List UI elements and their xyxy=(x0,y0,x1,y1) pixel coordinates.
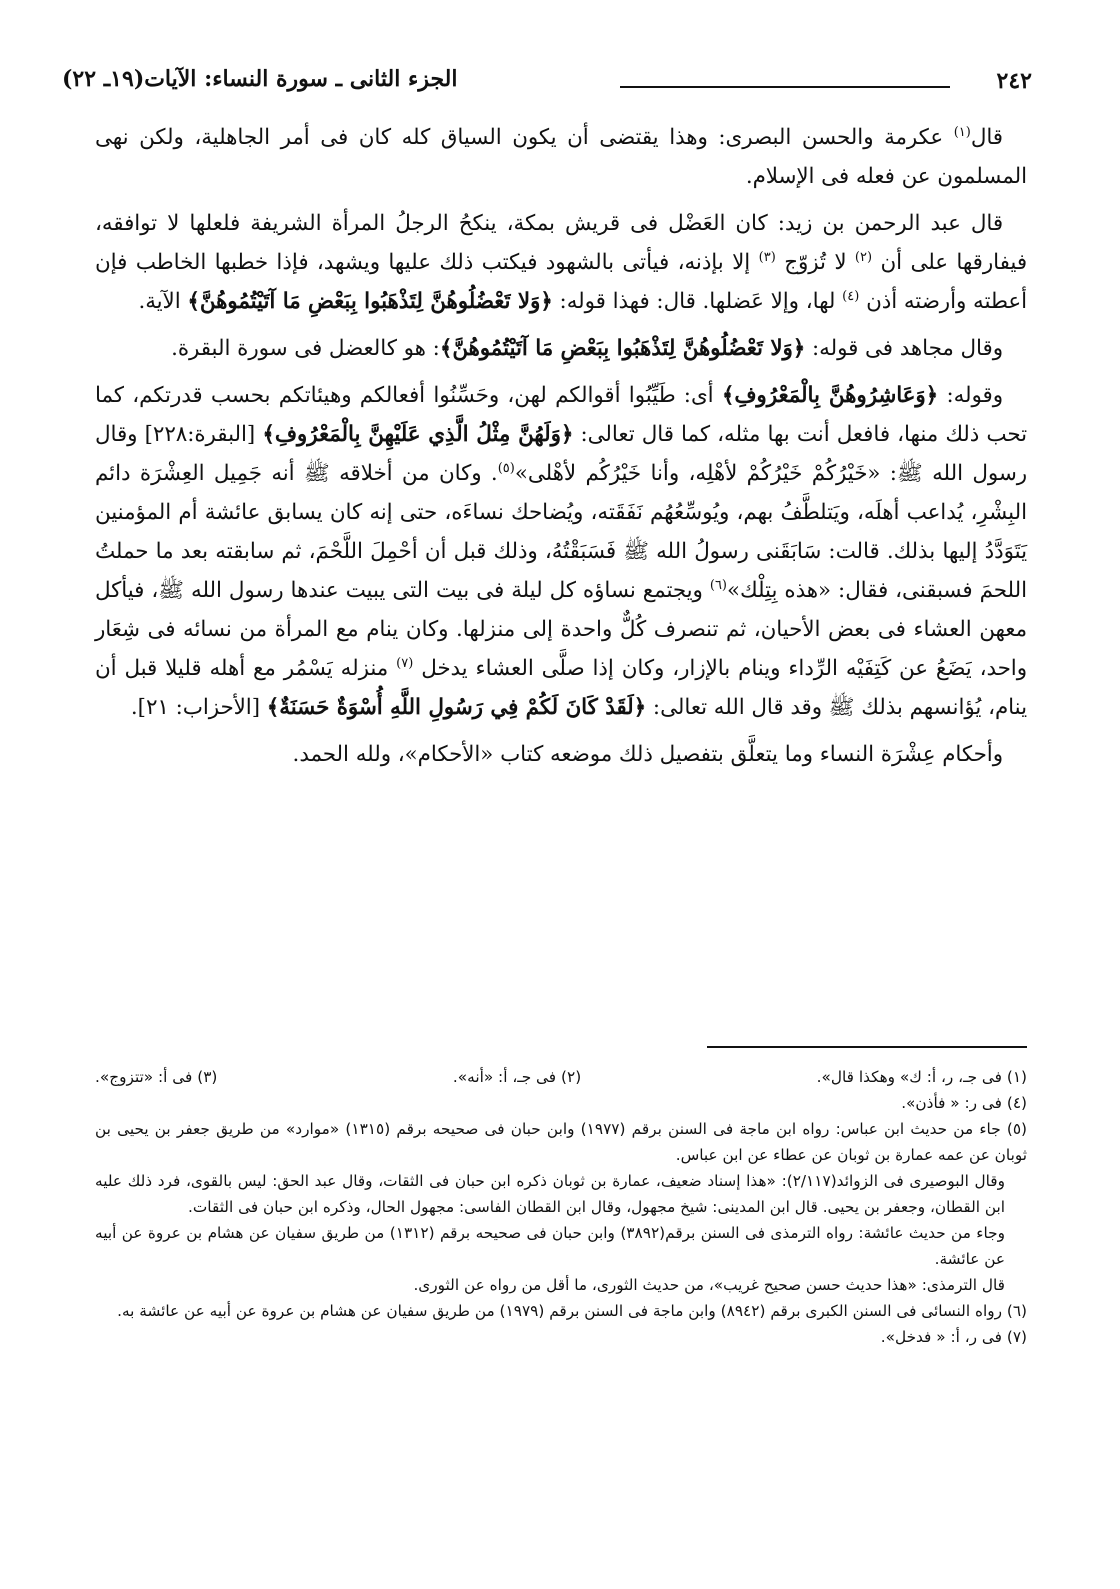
footnote-ref-6: (٦) xyxy=(709,577,727,593)
paragraph-3 xyxy=(95,329,1027,368)
text-run: أى: طَيِّبُوا أقوالكم لهن، وحَسِّنُوا أفعالكم وهيئاتكم بحسب قدرتكم، كما تحب ذلك منها، فافعل أنت بها مثله، كما قال تعالى: xyxy=(95,383,1027,447)
footnote-3: (٣) فى أ: «تتزوج». xyxy=(95,1068,218,1086)
text-run: قال عبد الرحمن بن زيد: كان العَضْل فى قريش بمكة، ينكحُ الرجلُ المرأة الشريفة فلعلها لا توافقه، فيفارقها على أن xyxy=(95,211,1028,275)
main-text xyxy=(95,118,1027,782)
footnote-rule xyxy=(707,1046,1027,1048)
text-run: ويجتمع نساؤه كل ليلة فى بيت التى يبيت عندها رسول الله ﷺ، فيأكل معهن العشاء فى بعض الأحيان، ثم تنصرف كُلٌّ واحدة إلى منزلها. وكان ينام مع المرأة من نسائه فى شِعَار واحد، يَضَعُ عن كَتِفَيْه الرِّداء وينام بالإزار، وكان إذا صلَّى العشاء يدخل xyxy=(95,578,1027,681)
footnote-1: (١) فى جـ، ر، أ: ك» وهكذا قال». xyxy=(816,1068,1027,1086)
paragraph-1 xyxy=(95,118,1027,196)
quran-verse: ﴿وَلا تَعْضُلُوهُنَّ لِتَذْهَبُوا بِبَعْضِ مَا آتَيْتُمُوهُنَّ﴾ xyxy=(439,336,806,361)
text-run: وقال مجاهد فى قوله: xyxy=(805,336,1003,361)
footnote-7: (٧) فى ر، أ: « فدخل». xyxy=(880,1328,1027,1346)
footnote-4: (٤) فى ر: « فأذن». xyxy=(901,1094,1027,1112)
footnote-6: (٦) رواه النسائى فى السنن الكبرى برقم (٨٩٤٢) وابن ماجة فى السنن برقم (١٩٧٩) من طريق سفيان عن هشام بن عروة عن أبيه عن عائشة به. xyxy=(117,1302,1027,1320)
paragraph-2 xyxy=(95,204,1027,321)
text-run: لها، وإلا عَضلها. قال: فهذا قوله: xyxy=(552,289,843,314)
text-run: منزله يَسْمُر مع أهله قليلا قبل أن ينام، يُؤانسهم بذلك ﷺ وقد قال الله تعالى: xyxy=(95,656,1027,720)
footnote-ref-1: (١) xyxy=(953,124,971,140)
text-run: عكرمة والحسن البصرى: وهذا يقتضى أن يكون السياق كله كان فى أمر الجاهلية، ولكن نهى المسلمون عن فعله فى الإسلام. xyxy=(95,125,1027,189)
text-run: إلا بإذنه، فيأتى بالشهود فيكتب ذلك عليها ويشهد، فإذا خطبها الخاطب فإن أعطته وأرضته أذن xyxy=(95,250,1027,314)
text-run: لا تُزوّج xyxy=(775,250,855,275)
footnote-ref-7: (٧) xyxy=(396,655,414,671)
quran-verse: ﴿وَلَهُنَّ مِثْلُ الَّذِي عَلَيْهِنَّ بِالْمَعْرُوفِ﴾ xyxy=(262,422,574,447)
paragraph-5: وأحكام عِشْرَة النساء وما يتعلَّق بتفصيل ذلك موضعه كتاب «الأحكام»، ولله الحمد. xyxy=(292,742,1003,767)
footnote-2: (٢) فى جـ، أ: «أنه». xyxy=(452,1068,582,1086)
running-header xyxy=(62,62,1032,98)
quran-verse: ﴿وَعَاشِرُوهُنَّ بِالْمَعْرُوفِ﴾ xyxy=(721,383,939,408)
footnote-5-continued: وجاء من حديث عائشة: رواه الترمذى فى السنن برقم(٣٨٩٢) وابن حبان فى صحيحه برقم (١٣١٢) من طريق سفيان عن هشام بن عروة عن أبيه عن عائشة. xyxy=(95,1224,1005,1268)
footnote-ref-4: (٤) xyxy=(842,288,860,304)
footnote-row xyxy=(95,1064,1027,1090)
paragraph-4 xyxy=(95,376,1027,727)
footnote-5-continued: وقال البوصيرى فى الزوائد(٢/١١٧): «هذا إسناد ضعيف، عمارة بن ثوبان ذكره ابن حبان فى الثقات، وقال عبد الحق: ليس بالقوى، فرد ذلك عليه ابن القطان، وجعفر بن يحيى. قال ابن المدينى: شيخ مجهول، وقال ابن القطان الفاسى: مجهول الحال، وذكره ابن حبان فى الثقات. xyxy=(95,1172,1005,1216)
quran-verse: ﴿لَقَدْ كَانَ لَكُمْ فِي رَسُولِ اللَّهِ أُسْوَةٌ حَسَنَةٌ﴾ xyxy=(266,695,647,720)
text-run: وقوله: xyxy=(938,383,1003,408)
text-run: [الأحزاب: ٢١]. xyxy=(130,695,267,720)
footnote-ref-2: (٢) xyxy=(854,249,873,265)
header-title: الجزء الثانى ـ سورة النساء: الآيات(١٩ـ ٢٢) xyxy=(62,66,458,92)
text-run: الآية. xyxy=(138,289,188,314)
text-run: قال xyxy=(970,125,1003,150)
footnote-ref-3: (٣) xyxy=(758,249,776,265)
page-number: ٢٤٢ xyxy=(996,68,1032,94)
header-rule xyxy=(620,86,950,88)
quran-verse: ﴿وَلا تَعْضُلُوهُنَّ لِتَذْهَبُوا بِبَعْضِ مَا آتَيْتُمُوهُنَّ﴾ xyxy=(187,289,553,314)
text-run: [البقرة:٢٢٨] وقال رسول الله ﷺ: «خَيْرُكُمْ خَيْرُكُمْ لأهْلِه، وأنا خَيْرُكُم لأهْلى» xyxy=(95,422,1027,486)
text-run: : هو كالعضل فى سورة البقرة. xyxy=(171,336,440,361)
footnote-ref-5: (٥) xyxy=(497,460,515,476)
footnote-5-continued: قال الترمذى: «هذا حديث حسن صحيح غريب»، من حديث الثورى، ما أقل من رواه عن الثورى. xyxy=(413,1276,1005,1294)
text-run: . وكان من أخلاقه ﷺ أنه جَمِيل العِشْرَة دائم البِشْرِ، يُداعب أهلَه، ويَتلطَّفُ بهم، ويُوسِّعُهُم نَفَقَته، ويُضاحك نساءَه، حتى إنه كان يسابق عائشة أم المؤمنين يَتَوَدَّدُ إليها بذلك. قالت: سَابَقَنى رسولُ الله ﷺ فَسَبَقْتُهُ، وذلك قبل أن أحْمِلَ اللَّحْمَ، ثم سابقته بعد ما حملتُ اللحمَ فسبقنى، فقال: «هذه بِتِلْك» xyxy=(95,461,1027,603)
footnote-5: (٥) جاء من حديث ابن عباس: رواه ابن ماجة فى السنن برقم (١٩٧٧) وابن حبان فى صحيحه برقم (١٣١٥) «موارد» من طريق جعفر بن يحيى بن ثوبان عن عمه عمارة بن ثوبان عن عطاء عن ابن عباس. xyxy=(95,1120,1027,1164)
footnotes xyxy=(95,1064,1027,1350)
